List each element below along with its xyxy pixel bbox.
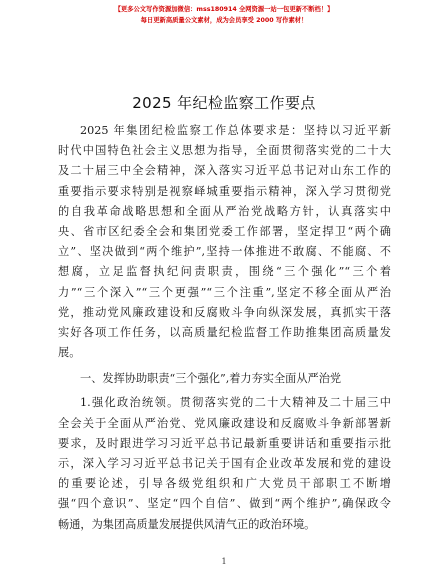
item-1-paragraph [58,393,391,534]
text-line: 的自我革命战略思想和全面从严治党战略方针，认真落实中 [58,204,391,218]
text-line: 强“四个意识”、坚定“四个自信”、做到“两个维护”,确保政令 [58,497,391,511]
text-line: 党，推动党风廉政建设和反腐败斗争向纵深发展，真抓实干落 [58,305,391,319]
text-line: 2025 年集团纪检监察工作总体要求是：坚持以习近平新 [80,124,391,137]
promo-banner [0,4,448,26]
text-line: 的重要论述，引导各级党组织和广大党员干部职工不断增 [58,477,391,491]
text-line: 立”、坚决做到“两个维护”,坚持一体推进不敢腐、不能腐、不 [58,245,391,259]
document-body [58,121,391,535]
intro-paragraph [58,121,391,363]
text-line: 畅通，为集团高质量发展提供风清气正的政治环境。 [58,517,316,531]
text-line: 展。 [58,346,81,360]
text-line: 想腐，立足监督执纪问责职责，围绕“三个强化”“三个着 [58,265,391,279]
text-line: 示，深入学习习近平总书记关于国有企业改革发展和党的建设 [58,457,391,470]
document-title: 2025 年纪检监察工作要点 [132,94,316,112]
text-line: 重要指示要求特别是视察峄城重要指示精神，深入学习贯彻党 [58,184,391,198]
text-line: 要求，及时跟进学习习近平总书记最新重要讲话和重要指示批 [58,436,391,450]
promo-banner-line-1: 【更多公文写作资源加微信：mss180914 全网资源一站一包更新不断档！】 [114,6,334,13]
text-line: 实好各项工作任务，以高质量纪检监督工作助推集团高质量发 [58,325,391,339]
page-number: 1 [221,557,227,566]
text-line: 全会关于全面从严治党、党风廉政建设和反腐败斗争新部署新 [58,416,391,430]
text-line: 力”“三个深入”“三个更强”“三个注重”,坚定不移全面从严治 [58,285,391,299]
text-line: 央、省市区纪委全会和集团党委工作部署，坚定捍卫“两个确 [58,224,391,238]
promo-banner-line-2: 每日更新高质量公文素材，成为会员享受 2000 写作素材！ [140,17,308,24]
text-line: 及二十届三中全会精神，深入落实习近平总书记对山东工作的 [58,164,391,178]
section-heading-1: 一、发挥协助职责“三个强化”,着力夯实全面从严治党 [80,372,342,386]
text-line: 时代中国特色社会主义思想为指导，全面贯彻落实党的二十大 [58,144,391,158]
text-line: 1.强化政治统领。贯彻落实党的二十大精神及二十届三中 [80,396,391,410]
